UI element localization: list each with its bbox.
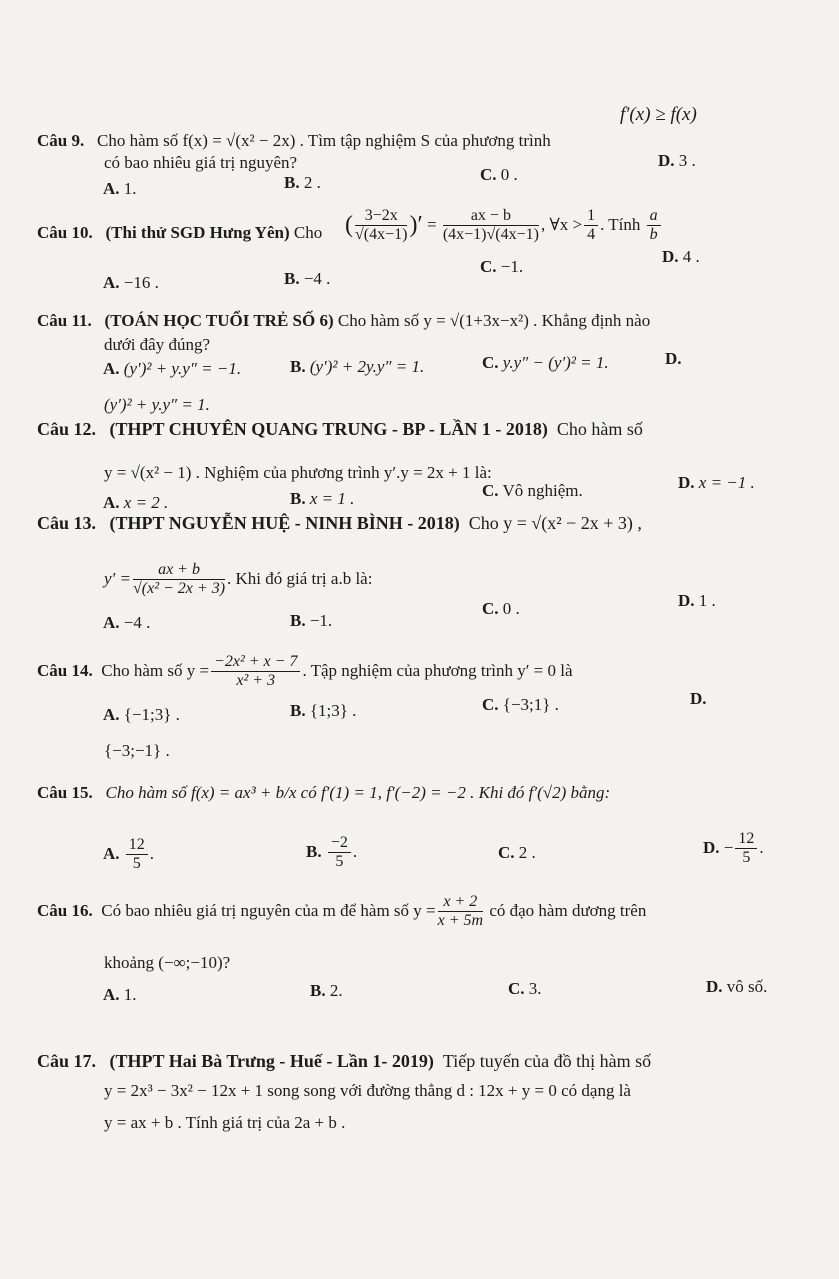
option-b[interactable]: B. $\frac{-2}{5}$ . [306, 833, 358, 870]
option-d[interactable]: D. [665, 349, 682, 368]
option-d-text: (y′)² + y.y″ = 1. [104, 395, 210, 414]
question-9 [37, 130, 551, 152]
question-stem: Cho hàm số y = [101, 661, 210, 680]
option-c[interactable]: C. −1. [480, 257, 524, 276]
question-13 [37, 512, 642, 534]
question-label: Câu 9. [37, 131, 85, 150]
question-11 [37, 310, 650, 332]
question-12 [37, 418, 643, 440]
question-source: (THPT Hai Bà Trưng - Huế - Lần 1- 2019) [109, 1051, 434, 1071]
option-c[interactable]: C. 0 . [480, 165, 518, 184]
paren-close: )′ [409, 212, 423, 238]
option-a[interactable]: A. 1. [103, 179, 137, 198]
minus-sign: − [723, 838, 734, 857]
fraction: $\frac{ax + b}{\text{√(x² − 2x + 3)}}$ [133, 560, 226, 597]
option-a[interactable]: A. {−1;3} . [103, 705, 180, 724]
question-11-stem2: dưới đây đúng? [104, 335, 211, 354]
option-c[interactable]: C. 2 . [498, 843, 536, 862]
question-15 [37, 782, 610, 804]
option-d[interactable]: D. 3 . [658, 151, 696, 170]
option-a[interactable]: A. x = 2 . [103, 493, 169, 512]
question-stem: Cho hàm số [556, 419, 643, 439]
question-12-stem1: y = √(x² − 1) . Nghiệm của phương trình y′.y = 2x + 1 là: [104, 463, 492, 482]
question-label: Câu 11. [37, 311, 92, 330]
question-10-expression: ( $\frac{3-2x}{√(4x-1)}$ )′ = $\frac{ax - b}{(4x-1)√(4x-1)}$ , ∀x > $\frac{1}{4}$ . Tính $\frac{a}{b}$ [345, 200, 663, 250]
question-17 [37, 1050, 651, 1072]
option-d[interactable]: D. x = −1 . [678, 473, 755, 492]
question-source: (TOÁN HỌC TUỔI TRẺ SỐ 6) [104, 311, 334, 330]
option-c[interactable]: C. Vô nghiệm. [482, 481, 583, 500]
question-stem: Cho hàm số f(x) = √(x² − 2x) . Tìm tập nghiệm S của phương trình [96, 131, 551, 150]
question-16-stem2: khoảng (−∞;−10)? [104, 953, 231, 972]
question-label: Câu 10. [37, 223, 93, 242]
option-a[interactable]: A. (y′)² + y.y″ = −1. [103, 359, 242, 378]
option-a[interactable]: A. $\frac{12}{5}$ . [103, 835, 155, 872]
stem-tail: có đạo hàm dương trên [489, 901, 647, 920]
stem-tail: . Tập nghiệm của phương trình y′ = 0 là [302, 661, 573, 680]
option-c[interactable]: C. {−3;1} . [482, 695, 559, 714]
option-b[interactable]: B. 2 . [284, 173, 321, 192]
option-b[interactable]: B. x = 1 . [290, 489, 355, 508]
fraction: $\frac{x + 2}{x + 5m}$ [437, 892, 484, 929]
fraction-right: $\frac{ax - b}{(4x-1)√(4x-1)}$ [442, 206, 539, 243]
question-9-stem2: có bao nhiêu giá trị nguyên? [104, 153, 298, 172]
question-source: (Thi thử SGD Hưng Yên) [105, 223, 290, 242]
question-label: Câu 12. [37, 419, 97, 439]
option-c[interactable]: C. 3. [508, 979, 542, 998]
fraction: $\frac{12}{5}$ [735, 830, 757, 867]
question-stem: Tiếp tuyến của đồ thị hàm số [442, 1051, 652, 1071]
question-stem: Cho y = √(x² − 2x + 3) , [468, 513, 642, 533]
question-13-derivative [104, 556, 372, 602]
question-17-stem2: y = ax + b . Tính giá trị của 2a + b . [104, 1113, 346, 1132]
fraction-ask: $\frac{a}{b}$ [647, 207, 661, 244]
option-b[interactable]: B. (y′)² + 2y.y″ = 1. [290, 357, 425, 376]
option-d[interactable]: D. − $\frac{12}{5}$ . [703, 829, 764, 866]
condition: , ∀x > [540, 215, 583, 234]
question-16 [37, 888, 646, 934]
question-17-stem1: y = 2x³ − 3x² − 12x + 1 song song với đường thẳng d : 12x + y = 0 có dạng là [104, 1081, 631, 1100]
fraction: $\frac{12}{5}$ [126, 836, 148, 873]
fraction: $\frac{\text{−2x² + x − 7}}{\text{x² + 3}}$ [211, 653, 300, 690]
question-stem: Cho [293, 223, 323, 242]
option-b[interactable]: B. −4 . [284, 269, 331, 288]
option-d[interactable]: D. 4 . [662, 247, 700, 266]
option-a[interactable]: A. 1. [103, 985, 137, 1004]
option-d[interactable]: D. [690, 689, 707, 708]
question-label: Câu 16. [37, 901, 93, 920]
option-c[interactable]: C. y.y″ − (y′)² = 1. [482, 353, 609, 372]
fraction: $\frac{-2}{5}$ [328, 834, 351, 871]
question-source: (THPT NGUYỄN HUỆ - NINH BÌNH - 2018) [109, 513, 460, 533]
fraction-quarter: $\frac{1}{4}$ [584, 207, 598, 244]
option-a[interactable]: A. −16 . [103, 273, 159, 292]
question-label: Câu 17. [37, 1051, 97, 1071]
question-label: Câu 14. [37, 661, 93, 680]
question-14 [37, 648, 573, 694]
option-b[interactable]: B. 2. [310, 981, 343, 1000]
y-prime: y′ = [104, 569, 131, 588]
option-a[interactable]: A. −4 . [103, 613, 151, 632]
question-stem: Cho hàm số f(x) = ax³ + b/x có f′(1) = 1, f′(−2) = −2 . Khi đó f′(√2) bằng: [105, 783, 611, 802]
question-stem: Có bao nhiêu giá trị nguyên của m để hàm số y = [101, 901, 436, 920]
option-d-text: {−3;−1} . [104, 741, 170, 760]
option-c[interactable]: C. 0 . [482, 599, 520, 618]
paren-open: ( [345, 212, 353, 238]
option-b[interactable]: B. −1. [290, 611, 333, 630]
fraction-left: $\frac{3-2x}{√(4x-1)}$ [355, 206, 408, 243]
option-d[interactable]: D. 1 . [678, 591, 716, 610]
question-source: (THPT CHUYÊN QUANG TRUNG - BP - LẦN 1 - 2018) [109, 419, 548, 439]
question-stem: Cho hàm số y = √(1+3x−x²) . Khẳng định nào [337, 311, 651, 330]
option-d[interactable]: D. vô số. [706, 977, 768, 996]
question-label: Câu 15. [37, 783, 93, 802]
tail-text: . Tính [600, 215, 641, 234]
question-label: Câu 13. [37, 513, 97, 533]
stem-tail: . Khi đó giá trị a.b là: [227, 569, 373, 588]
question-10 [37, 222, 322, 244]
question-9-inequality: f′(x) ≥ f(x) [620, 104, 697, 125]
option-b[interactable]: B. {1;3} . [290, 701, 357, 720]
